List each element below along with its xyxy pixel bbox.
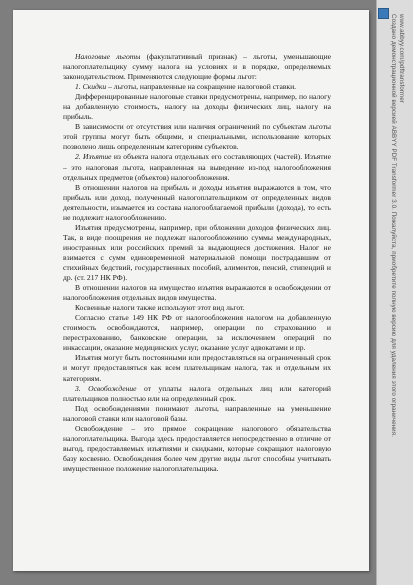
abbyy-logo-icon [378, 8, 389, 19]
paragraph [63, 122, 331, 152]
paragraph-text: (факультативный признак) – льготы, уменьшающие налогоплательщику сумму налога на условиях и в порядке, определяемых законодательством. Применяются следующие формы льгот: [63, 52, 331, 82]
document-page [13, 10, 369, 571]
paragraph-lead: Налоговые льготы [75, 52, 141, 61]
paragraph-text: В отношении налогов на имущество изъятия выражаются в освобождении от налогообложения отдельных видов имущества. [63, 283, 331, 303]
paragraph [63, 283, 331, 303]
paragraph-lead: 1. Скидки [75, 82, 107, 92]
paragraph [63, 353, 331, 383]
paragraph [63, 303, 331, 313]
watermark-line-2: www.abbyy.com/pdftransformer [398, 14, 405, 103]
paragraph-lead: 2. Изъятие [75, 152, 112, 162]
paragraph-text: Изъятия могут быть постоянными или предоставляться на ограниченный срок и могут предоставляться как всем плательщикам налога, так и отдельным их категориям. [63, 353, 331, 383]
paragraph [63, 82, 331, 92]
paragraph-text: Изъятия предусмотрены, например, при обложении доходов физических лиц. Так, в виде поощрения не подлежат налогообложению суммы международных, иностранных или российских премий за выдающиеся достижения. Налог не взимается с сумм единовременной материальной помощи пострадавшим от стихийных бедствий, государственных пособий, алиментов, пенсий, стипендий и др. (ст. 217 НК РФ). [63, 222, 331, 283]
paragraph-text: от уплаты налога отдельных лиц или категорий плательщиков полностью или на определенный срок. [63, 383, 331, 403]
paragraph-text: Освобождение – это прямое сокращение налогового обязательства налогоплательщика. Выгода здесь предоставляется непосредственно в отличие от выгод, предоставляемых изъятиями и скидками, которые сокращают налоговую базу косвенно. Освобождения более чем другие виды льгот способны учитывать имущественное положение налогоплательщика. [63, 423, 331, 473]
paragraph-text: Под освобождениями понимают льготы, направленные на уменьшение налоговой ставки или налоговой базы. [63, 403, 331, 423]
paragraph [63, 404, 331, 424]
paragraph-text: В зависимости от отсутствия или наличия ограничений по субъектам льготы этой группы могут быть общими, и специальными, использование которых позволено лишь определенным категориям субъектов. [63, 122, 331, 152]
paragraph-text: Согласно статье 149 НК РФ от налогообложения налогом на добавленную стоимость освобождаются, например, операции по страхованию и перестрахованию, банковские операции, за исключением операций по инкассации, оказание медицинских услуг, оказание услуг адвокатами и пр. [63, 313, 331, 353]
paragraph-text: Косвенные налоги также используют этот вид льгот. [75, 303, 245, 313]
paragraph-text: В отношении налогов на прибыль и доходы изъятия выражаются в том, что прибыль или доход, полученный налогоплательщиком от определенных видов деятельности, изымается из состава налогооблагаемой прибыли (дохода), то есть не подлежит налогообложению. [63, 182, 331, 222]
paragraph [63, 52, 331, 82]
paragraph [63, 152, 331, 182]
document-body [63, 52, 331, 474]
watermark-text [376, 8, 413, 584]
paragraph-text: Дифференцированные налоговые ставки предусмотрены, например, по налогу на добавленную стоимость, налогу на доходы физических лиц, налогу на прибыль. [63, 92, 331, 122]
paragraph [63, 183, 331, 223]
paragraph [63, 424, 331, 474]
paragraph-text: из объекта налога отдельных его составляющих (частей). Изъятие – это налоговая льгота, направленная на выведение из-под налогообложения отдельных предметов (объектов) налогообложения. [63, 152, 331, 182]
paragraph-lead: 3. Освобождение [75, 383, 137, 393]
watermark-line-1: Создано демонстрационной версией ABBYY PDF Transformer 3.0. Пожалуйста, приобретите полную версию для удаления этого ограничения. [390, 14, 397, 438]
paragraph-text: – льготы, направленные на сокращение налоговой ставки. [106, 82, 297, 92]
paragraph [63, 223, 331, 283]
paragraph [63, 92, 331, 122]
paragraph [63, 384, 331, 404]
paragraph [63, 313, 331, 353]
